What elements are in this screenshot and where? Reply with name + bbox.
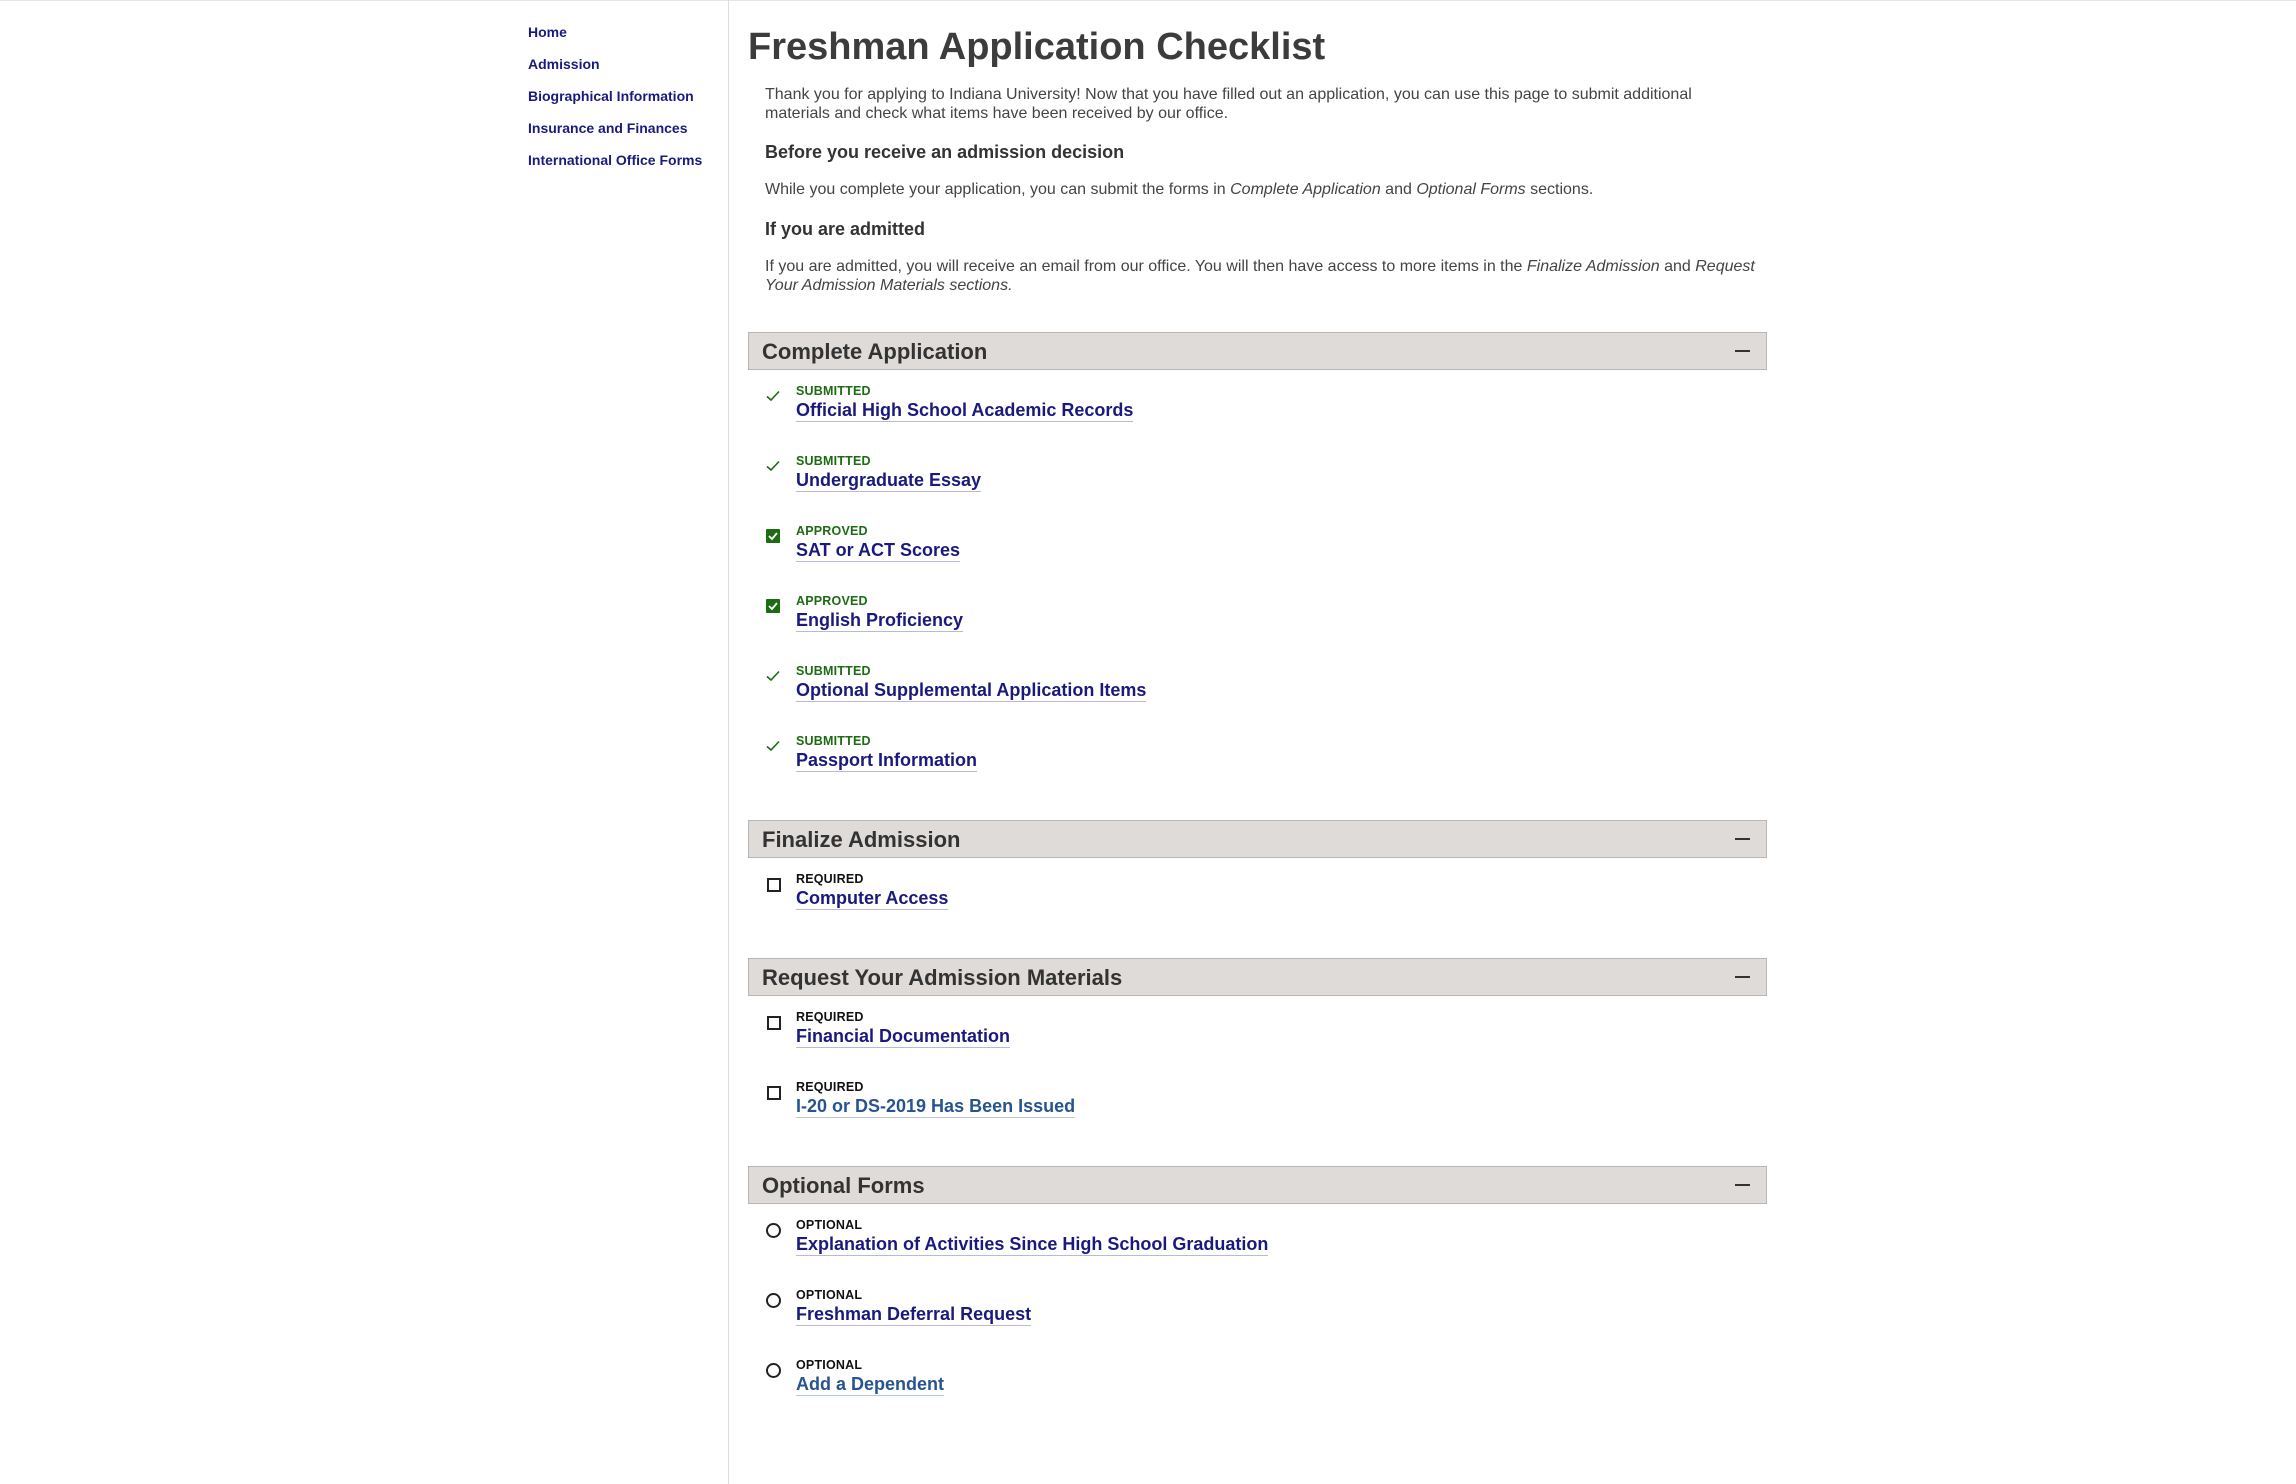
checklist-item-link[interactable]: Financial Documentation [796,1026,1011,1046]
collapse-icon[interactable] [1735,976,1750,978]
collapse-icon[interactable] [1735,1184,1750,1186]
item-list [748,858,1768,958]
intro-text: Thank you for applying to Indiana University! Now that you have filled out an application, you can use this page to submit additional materials and check what items have been received by our office. [765,86,1692,122]
list-item [765,1358,1768,1428]
sidebar-divider [728,0,729,1484]
circle-icon [765,1222,781,1238]
list-item [765,384,1768,454]
section-request-admission-materials [748,958,1768,1166]
item-list [748,1204,1768,1444]
check-icon [765,738,781,754]
empty-box-icon [765,876,781,892]
checklist-item-link[interactable]: Official High School Academic Records [796,400,1134,420]
status-label: SUBMITTED [796,454,871,468]
status-label: REQUIRED [796,872,864,886]
list-item [765,1080,1768,1150]
list-item [765,1218,1768,1288]
circle-icon [765,1292,781,1308]
complete-application-ref: Complete Application [1230,181,1381,198]
section-title: Request Your Admission Materials [762,965,1123,990]
section-header-request-admission-materials[interactable] [748,958,1767,996]
collapse-icon[interactable] [1735,838,1750,840]
item-list [748,370,1768,820]
checklist-item-link[interactable]: SAT or ACT Scores [796,540,961,560]
request-materials-ref: Request Your Admission Materials sections. [765,258,1755,294]
list-item [765,1010,1768,1080]
status-label: OPTIONAL [796,1288,863,1302]
status-label: REQUIRED [796,1010,864,1024]
status-label: SUBMITTED [796,384,871,398]
checked-box-icon [765,528,781,544]
sidebar-item-admission[interactable]: Admission [528,56,600,72]
before-decision-text: While you complete your application, you can submit the forms in Complete Application and Optional Forms sections. [765,181,1594,198]
checklist-item-link[interactable]: Add a Dependent [796,1374,945,1394]
section-header-optional-forms[interactable] [748,1166,1767,1204]
list-item [765,1288,1768,1358]
section-finalize-admission [748,820,1768,958]
intro [765,85,1755,295]
optional-forms-ref: Optional Forms [1416,181,1526,198]
status-label: SUBMITTED [796,664,871,678]
list-item [765,664,1768,734]
status-label: OPTIONAL [796,1218,863,1232]
checklist-item-link[interactable]: Freshman Deferral Request [796,1304,1032,1324]
checklist-item-link[interactable]: Explanation of Activities Since High School Graduation [796,1234,1269,1254]
sidebar-item-biographical-information[interactable]: Biographical Information [528,88,694,104]
list-item [765,734,1768,804]
empty-box-icon [765,1084,781,1100]
if-admitted-text: If you are admitted, you will receive an email from our office. You will then have access to more items in the Finalize Admission and Request Your Admission Materials sections. [765,258,1755,294]
section-title: Finalize Admission [762,827,961,852]
checklist-item-link[interactable]: Computer Access [796,888,949,908]
section-title: Complete Application [762,339,988,364]
status-label: SUBMITTED [796,734,871,748]
checklist-item-link[interactable]: Passport Information [796,750,978,770]
sidebar-nav [528,22,718,182]
sidebar-item-international-office-forms[interactable]: International Office Forms [528,152,703,168]
check-icon [765,458,781,474]
section-header-complete-application[interactable] [748,332,1767,370]
if-admitted-heading: If you are admitted [765,219,926,239]
empty-box-icon [765,1014,781,1030]
section-title: Optional Forms [762,1173,925,1198]
list-item [765,524,1768,594]
checklist-item-link[interactable]: English Proficiency [796,610,964,630]
check-icon [765,388,781,404]
top-rule [0,0,2296,1]
status-label: APPROVED [796,524,868,538]
section-optional-forms [748,1166,1768,1444]
item-list [748,996,1768,1166]
page-title: Freshman Application Checklist [748,26,1326,68]
list-item [765,872,1768,942]
status-label: APPROVED [796,594,868,608]
check-icon [765,668,781,684]
checklist-item-link[interactable]: Undergraduate Essay [796,470,982,490]
checklist-item-link[interactable]: I-20 or DS-2019 Has Been Issued [796,1096,1076,1116]
sidebar-item-insurance-and-finances[interactable]: Insurance and Finances [528,120,688,136]
main-content [748,22,1768,1444]
before-decision-heading: Before you receive an admission decision [765,142,1125,162]
finalize-admission-ref: Finalize Admission [1526,258,1660,275]
checked-box-icon [765,598,781,614]
circle-icon [765,1362,781,1378]
collapse-icon[interactable] [1735,350,1750,352]
checklist-item-link[interactable]: Optional Supplemental Application Items [796,680,1147,700]
section-complete-application [748,332,1768,820]
section-header-finalize-admission[interactable] [748,820,1767,858]
list-item [765,454,1768,524]
status-label: OPTIONAL [796,1358,863,1372]
sidebar-item-home[interactable]: Home [528,24,567,40]
status-label: REQUIRED [796,1080,864,1094]
list-item [765,594,1768,664]
